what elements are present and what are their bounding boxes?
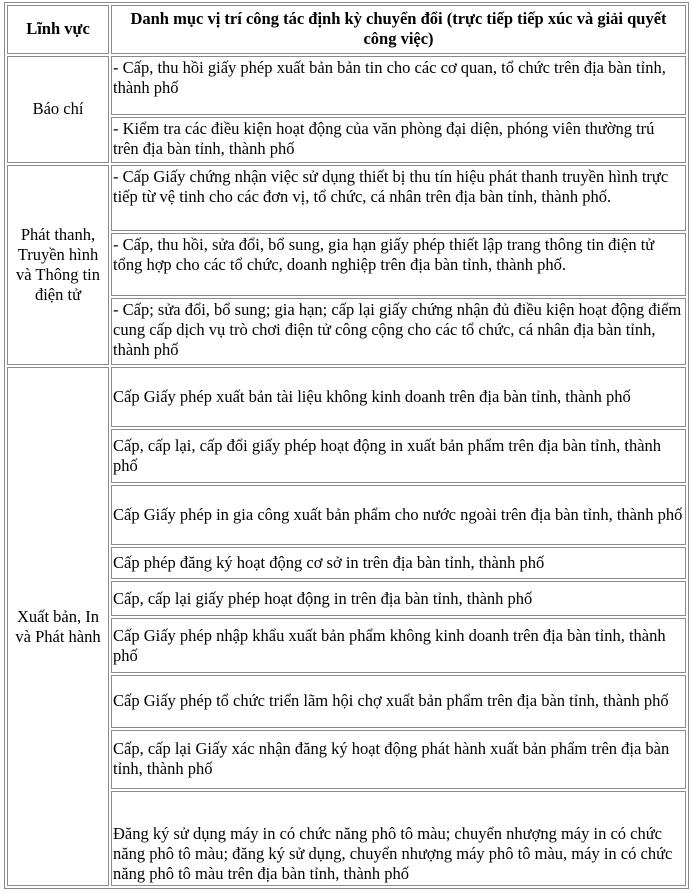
table-row — [7, 56, 686, 115]
list-item: Cấp Giấy phép nhập khẩu xuất bản phẩm không kinh doanh trên địa bàn tỉnh, thành phố — [111, 618, 686, 673]
list-item: - Cấp, thu hồi, sửa đổi, bổ sung, gia hạn giấy phép thiết lập trang thông tin điện tử tổng hợp cho các tổ chức, doanh nghiệp trên địa bàn tỉnh, thành phố. — [111, 233, 686, 296]
list-item: Cấp Giấy phép tổ chức triển lãm hội chợ xuất bản phẩm trên địa bàn tỉnh, thành phố — [111, 675, 686, 728]
header-positions: Danh mục vị trí công tác định kỳ chuyển đổi (trực tiếp tiếp xúc và giải quyết công việc) — [111, 5, 686, 54]
header-row — [7, 5, 686, 54]
list-item: - Cấp, thu hồi giấy phép xuất bản bản tin cho các cơ quan, tổ chức trên địa bàn tỉnh, thành phố — [111, 56, 686, 115]
list-item: Cấp, cấp lại giấy phép hoạt động in trên địa bàn tỉnh, thành phố — [111, 581, 686, 616]
list-item: Cấp, cấp lại, cấp đổi giấy phép hoạt động in xuất bản phẩm trên địa bàn tỉnh, thành phố — [111, 429, 686, 484]
category-cell: Báo chí — [7, 56, 109, 164]
list-item: Đăng ký sử dụng máy in có chức năng phô tô màu; chuyển nhượng máy in có chức năng phô tô màu; đăng ký sử dụng, chuyển nhượng máy phô tô màu, máy in có chức năng phô tô màu trên địa bàn tỉnh, thành phố — [111, 791, 686, 886]
list-item: - Cấp Giấy chứng nhận việc sử dụng thiết bị thu tín hiệu phát thanh truyền hình trực tiếp từ vệ tinh cho các đơn vị, tổ chức, cá nhân trên địa bàn tỉnh, thành phố. — [111, 165, 686, 230]
list-item: Cấp Giấy phép in gia công xuất bản phẩm cho nước ngoài trên địa bàn tỉnh, thành phố — [111, 485, 686, 544]
list-item: - Cấp; sửa đổi, bổ sung; gia hạn; cấp lại giấy chứng nhận đủ điều kiện hoạt động điểm cung cấp dịch vụ trò chơi điện tử công cộng cho các tổ chức, cá nhân địa bàn tỉnh, thành phố — [111, 298, 686, 366]
list-item: - Kiểm tra các điều kiện hoạt động của văn phòng đại diện, phóng viên thường trú trên địa bàn tỉnh, thành phố — [111, 117, 686, 163]
table-row — [7, 367, 686, 426]
category-cell: Xuất bản, In và Phát hành — [7, 367, 109, 886]
positions-table — [4, 2, 689, 889]
list-item: Cấp, cấp lại Giấy xác nhận đăng ký hoạt động phát hành xuất bản phẩm trên địa bàn tỉnh, thành phố — [111, 730, 686, 789]
list-item: Cấp phép đăng ký hoạt động cơ sở in trên địa bàn tỉnh, thành phố — [111, 547, 686, 580]
table-row — [7, 165, 686, 230]
category-cell: Phát thanh, Truyền hình và Thông tin điện tử — [7, 165, 109, 365]
header-field: Lĩnh vực — [7, 5, 109, 54]
list-item: Cấp Giấy phép xuất bản tài liệu không kinh doanh trên địa bàn tỉnh, thành phố — [111, 367, 686, 426]
